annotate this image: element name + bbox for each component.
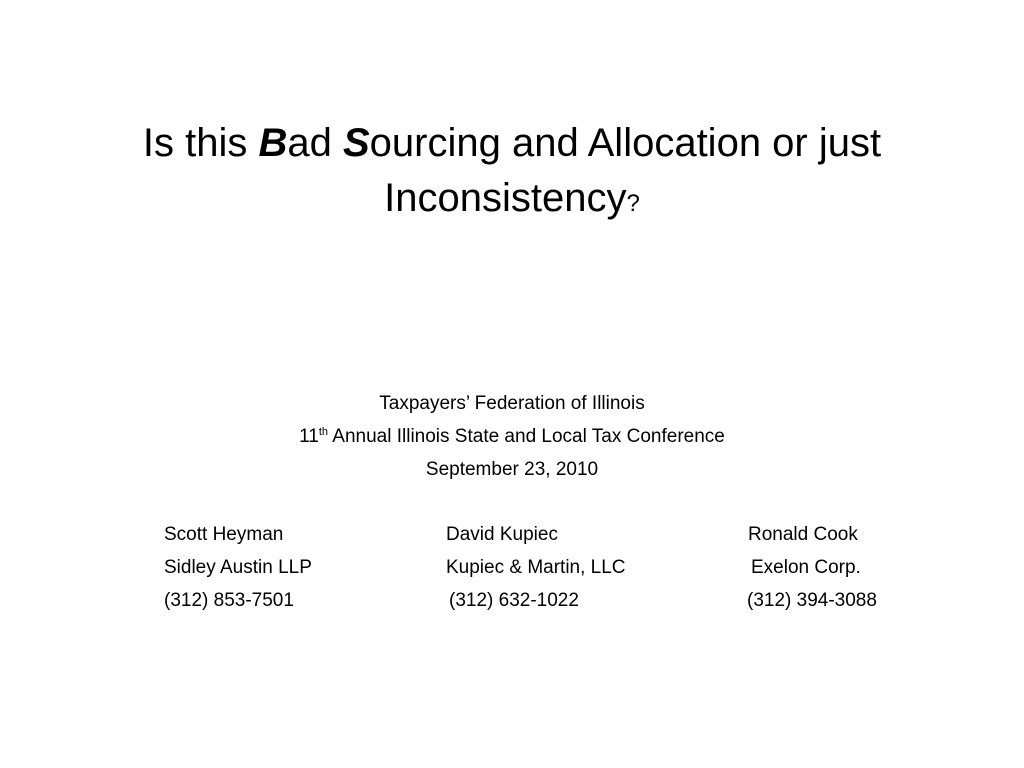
title-text-line2: Inconsistency [384,176,627,220]
conference-date: September 23, 2010 [425,459,599,480]
slide-title [40,116,984,231]
title-bold-b: B [258,121,288,165]
title-bold-s: S [342,121,370,165]
conference-number: 11 [299,426,319,447]
title-line-2 [40,171,984,231]
presenter-1-phone: (312) 853-7501 [164,590,294,611]
title-line-1 [40,116,984,171]
conference-ordinal-suffix: th [318,426,329,438]
presenter-1-name: Scott Heyman [164,524,284,545]
title-text-part2: ad [287,121,343,165]
presenter-3-name: Ronald Cook [748,524,858,545]
presenter-3-phone: (312) 394-3088 [747,590,877,611]
presenter-2-name: David Kupiec [446,524,558,545]
organization-name: Taxpayers’ Federation of Illinois [379,393,645,414]
presenter-3-firm: Exelon Corp. [751,557,861,578]
title-text-part3: ourcing and Allocation or just [369,121,882,165]
presenter-2-phone: (312) 632-1022 [449,590,579,611]
title-text-part1: Is this [142,121,259,165]
conference-title: Annual Illinois State and Local Tax Conference [328,426,725,447]
conference-name [0,426,1024,448]
title-question-mark: ? [626,190,640,217]
presenter-2-firm: Kupiec & Martin, LLC [446,557,626,578]
presenter-1-firm: Sidley Austin LLP [164,557,312,578]
